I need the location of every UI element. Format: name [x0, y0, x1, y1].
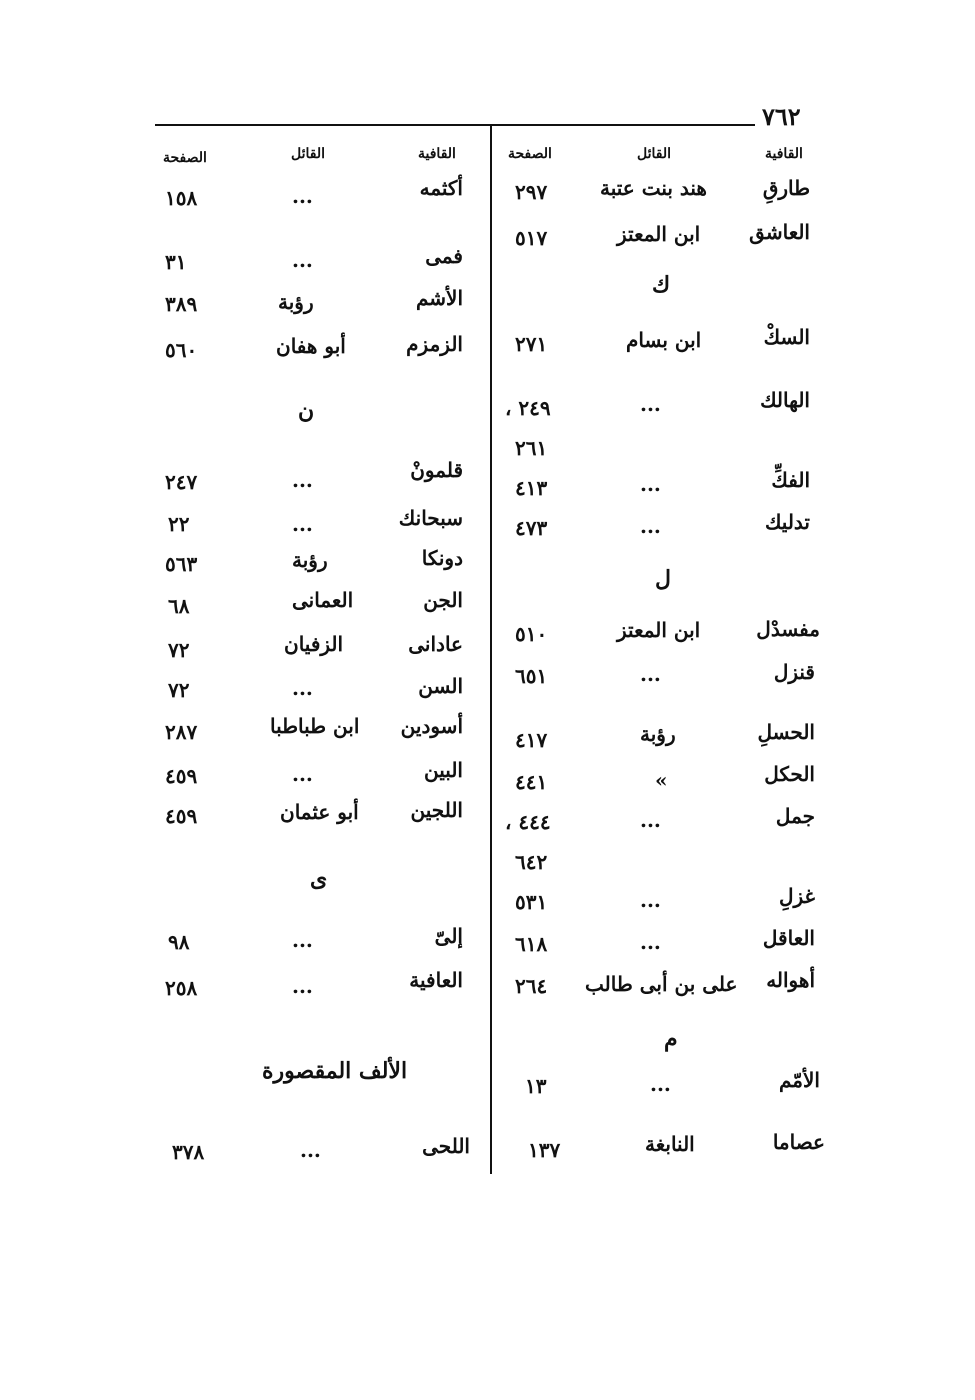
page-ref: ١٣: [525, 1074, 547, 1098]
rhyme-word: دونكا: [421, 546, 463, 570]
column-divider: [490, 124, 492, 1174]
rhyme-word: عادانى: [408, 632, 463, 656]
rhyme-word: الأشم: [415, 286, 463, 310]
poet-name: ابن المعتز: [617, 618, 701, 642]
letter-heading: ل: [655, 566, 671, 592]
page-ref: ٣٧٨: [172, 1140, 205, 1164]
poet-name: ابن المعتز: [617, 222, 701, 246]
rhyme-word: قلمونْ: [410, 458, 463, 482]
left-header-qail: القائل: [291, 146, 326, 162]
rhyme-word: السن: [418, 674, 463, 698]
page-ref: ٥١٧: [515, 226, 548, 250]
poet-name: رؤبة: [640, 722, 676, 746]
rhyme-word: العاقل: [762, 926, 815, 950]
poet-name: النابغة: [645, 1132, 695, 1156]
rhyme-word: الحسلِ: [757, 720, 815, 744]
page-ref: ٦١٨: [515, 932, 548, 956]
poet-name: »: [655, 768, 668, 792]
rhyme-word: مفسدْل: [756, 617, 820, 641]
page-ref: ٢٨٧: [165, 720, 198, 744]
page-ref: ٢٤٩ ،: [505, 396, 551, 420]
page-ref: ٤١٧: [515, 728, 548, 752]
page-ref: ٥٦٣: [165, 552, 198, 576]
page-ref: ٥١٠: [515, 622, 548, 646]
poet-name: أبو هفان: [276, 334, 346, 358]
letter-heading: ك: [652, 272, 671, 298]
poet-name: ...: [292, 184, 313, 208]
page-ref: ٣٨٩: [165, 292, 198, 316]
page-ref: ٦٤٢: [515, 850, 548, 874]
page-ref: ٥٦٠: [165, 338, 198, 362]
rhyme-word: جمل: [775, 804, 815, 828]
page-ref: ٧٢: [168, 638, 190, 662]
rhyme-word: إلىّ: [434, 924, 463, 948]
rhyme-word: قنزل: [773, 660, 815, 684]
poet-name: العمانى: [292, 588, 354, 612]
poet-name: ابن بسام: [626, 328, 702, 352]
rhyme-word: الفكِّ: [771, 468, 810, 492]
right-header-qail: القائل: [637, 146, 672, 162]
page-ref: ١٣٧: [528, 1138, 561, 1162]
rhyme-word: أكثمه: [419, 176, 463, 200]
rhyme-word: اللحى: [422, 1134, 470, 1158]
letter-heading: ى: [310, 866, 328, 892]
section-heading: الألف المقصورة: [262, 1058, 408, 1084]
rhyme-word: العافية: [409, 968, 463, 992]
page-ref: ٧٢: [168, 678, 190, 702]
rhyme-word: سبحانك: [398, 506, 463, 530]
poet-name: ...: [292, 928, 313, 952]
poet-name: هند بنت عتبة: [600, 176, 707, 200]
rhyme-word: الجن: [423, 588, 463, 612]
poet-name: ...: [292, 468, 313, 492]
page-ref: ٢٩٧: [515, 180, 548, 204]
poet-name: ...: [640, 930, 661, 954]
rhyme-word: أسودين: [400, 714, 463, 738]
right-header-qafiya: القافية: [765, 146, 803, 162]
page-ref: ٤٥٩: [165, 764, 198, 788]
left-header-page: الصفحة: [163, 150, 207, 166]
page-ref: ٦٥١: [515, 664, 548, 688]
rhyme-word: الزمزم: [406, 332, 463, 356]
page-ref: ١٥٨: [165, 186, 198, 210]
page-ref: ٤١٣: [515, 476, 548, 500]
poet-name: ...: [292, 248, 313, 272]
poet-name: ...: [292, 512, 313, 536]
rhyme-word: البين: [424, 758, 463, 782]
right-header-page: الصفحة: [508, 146, 552, 162]
poet-name: ...: [640, 392, 661, 416]
page-ref: ٢٦١: [515, 436, 548, 460]
page-ref: ٩٨: [168, 930, 190, 954]
poet-name: ...: [300, 1138, 321, 1162]
left-header-qafiya: القافية: [418, 146, 456, 162]
page-ref: ٤٥٩: [165, 804, 198, 828]
rhyme-word: اللجين: [410, 798, 463, 822]
poet-name: ...: [640, 808, 661, 832]
page-ref: ٢٤٧: [165, 470, 198, 494]
page-ref: ٥٣١: [515, 890, 548, 914]
rhyme-word: طارقِ: [762, 176, 810, 200]
page-number: ٧٦٢: [762, 102, 801, 131]
poet-name: ...: [640, 888, 661, 912]
page-ref: ٤٧٣: [515, 516, 548, 540]
letter-heading: م: [664, 1026, 678, 1052]
page-ref: ٤٤١: [515, 770, 548, 794]
rhyme-word: تدليك: [764, 510, 810, 534]
page-ref: ٢٥٨: [165, 976, 198, 1000]
page-ref: ٢٧١: [515, 332, 548, 356]
rhyme-word: الهالك: [760, 388, 810, 412]
rhyme-word: السكْ: [763, 325, 810, 349]
poet-name: الزفيان: [284, 632, 344, 656]
poet-name: أبو عثمان: [280, 800, 359, 824]
poet-name: ...: [292, 762, 313, 786]
poet-name: ...: [640, 472, 661, 496]
page-ref: ٣١: [165, 250, 187, 274]
poet-name: رؤبة: [278, 290, 314, 314]
page-ref: ٢٢: [168, 512, 190, 536]
letter-heading: ن: [298, 398, 315, 424]
poet-name: على بن أبى طالب: [585, 972, 738, 996]
poet-name: ...: [292, 974, 313, 998]
poet-name: ابن طباطبا: [270, 714, 360, 738]
poet-name: ...: [640, 514, 661, 538]
page-ref: ٢٦٤: [515, 974, 548, 998]
rhyme-word: أهواله: [766, 968, 815, 992]
rhyme-word: عصاما: [772, 1130, 825, 1154]
poet-name: ...: [292, 676, 313, 700]
poet-name: رؤبة: [292, 548, 328, 572]
rhyme-word: الأمّم: [779, 1068, 820, 1092]
rhyme-word: العاشق: [749, 220, 810, 244]
rhyme-word: فمى: [425, 244, 463, 268]
poet-name: ...: [640, 662, 661, 686]
page-ref: ٤٤٤ ،: [505, 810, 551, 834]
poet-name: ...: [650, 1072, 671, 1096]
rhyme-word: غزلِ: [778, 884, 815, 908]
rhyme-word: الحكل: [764, 762, 815, 786]
page-ref: ٦٨: [168, 594, 190, 618]
header-rule: [155, 124, 755, 126]
